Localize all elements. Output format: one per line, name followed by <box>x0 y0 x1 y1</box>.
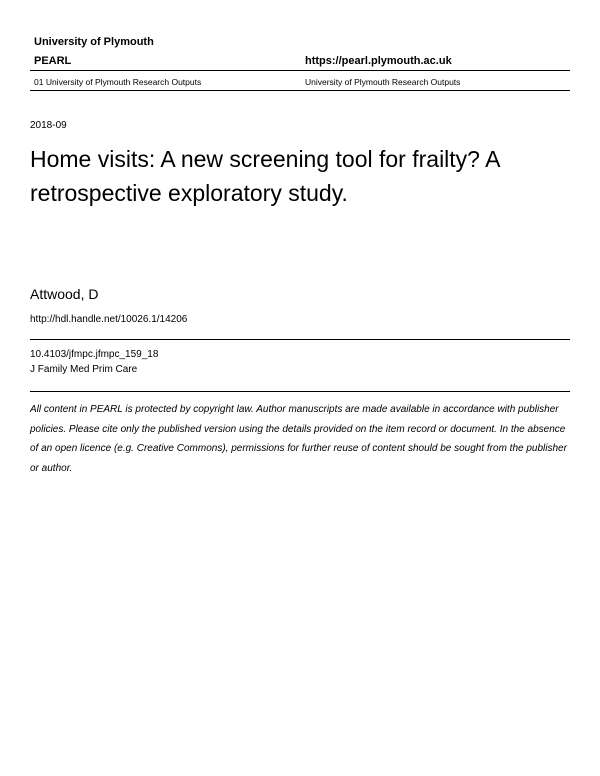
institution-name: University of Plymouth <box>34 36 154 48</box>
author-name: Attwood, D <box>30 286 99 302</box>
publication-date: 2018-09 <box>30 120 67 131</box>
collection-label-left: 01 University of Plymouth Research Outputs <box>34 77 202 87</box>
collection-label-right: University of Plymouth Research Outputs <box>305 77 461 87</box>
handle-link[interactable]: http://hdl.handle.net/10026.1/14206 <box>30 314 188 325</box>
repository-name: PEARL <box>34 55 72 67</box>
journal-divider <box>30 391 570 392</box>
journal-name: J Family Med Prim Care <box>30 364 138 375</box>
repository-url-link[interactable]: https://pearl.plymouth.ac.uk <box>305 55 452 67</box>
document-title: Home visits: A new screening tool for frailty? A retrospective exploratory study. <box>30 146 500 206</box>
header-divider <box>30 70 570 71</box>
doi-text: 10.4103/jfmpc.jfmpc_159_18 <box>30 349 159 360</box>
handle-divider <box>30 339 570 340</box>
collection-divider <box>30 90 570 91</box>
copyright-notice: All content in PEARL is protected by copyright law. Author manuscripts are made available in accordance with publisher policies. Please cite only the published version using the details provided on the item record or document. In the absence of an open licence (e.g. Creative Commons), permissions for further reuse of content should be sought from the publisher or author. <box>30 404 567 474</box>
